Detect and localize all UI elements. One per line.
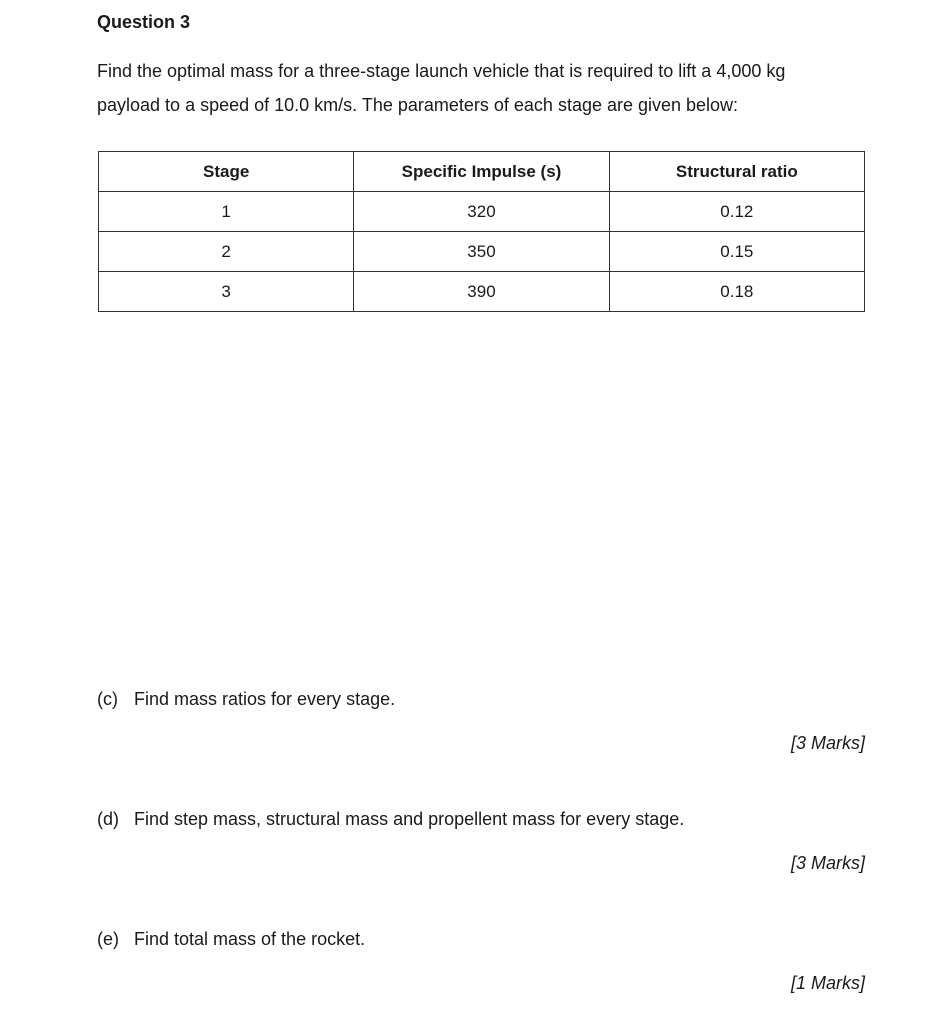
header-stage: Stage (99, 152, 354, 192)
part-e-text: Find total mass of the rocket. (134, 929, 366, 949)
cell-stage: 2 (99, 232, 354, 272)
part-e (97, 929, 365, 950)
part-d (97, 809, 684, 830)
intro-line-2: payload to a speed of 10.0 km/s. The parameters of each stage are given below: (97, 95, 739, 115)
part-d-letter: (d) (97, 809, 119, 829)
cell-specific-impulse: 390 (354, 272, 609, 312)
cell-stage: 3 (99, 272, 354, 312)
part-c-marks: [3 Marks] (790, 733, 865, 753)
part-d-text: Find step mass, structural mass and propellent mass for every stage. (134, 809, 685, 829)
part-c-letter: (c) (97, 689, 118, 709)
cell-specific-impulse: 350 (354, 232, 609, 272)
table-header-row (99, 152, 865, 192)
part-c-text: Find mass ratios for every stage. (134, 689, 396, 709)
part-e-marks: [1 Marks] (790, 973, 865, 993)
stage-parameters-table (98, 151, 865, 312)
question-intro (97, 54, 857, 122)
table-row (99, 192, 865, 232)
table-row (99, 272, 865, 312)
part-c (97, 689, 395, 710)
cell-structural-ratio: 0.15 (609, 232, 864, 272)
table-row (99, 232, 865, 272)
part-d-marks: [3 Marks] (790, 853, 865, 873)
part-e-letter: (e) (97, 929, 119, 949)
header-specific-impulse: Specific Impulse (s) (354, 152, 609, 192)
header-structural-ratio: Structural ratio (609, 152, 864, 192)
cell-specific-impulse: 320 (354, 192, 609, 232)
cell-stage: 1 (99, 192, 354, 232)
intro-line-1: Find the optimal mass for a three-stage launch vehicle that is required to lift a 4,000 kg (97, 61, 786, 81)
cell-structural-ratio: 0.18 (609, 272, 864, 312)
question-title: Question 3 (97, 12, 191, 32)
cell-structural-ratio: 0.12 (609, 192, 864, 232)
